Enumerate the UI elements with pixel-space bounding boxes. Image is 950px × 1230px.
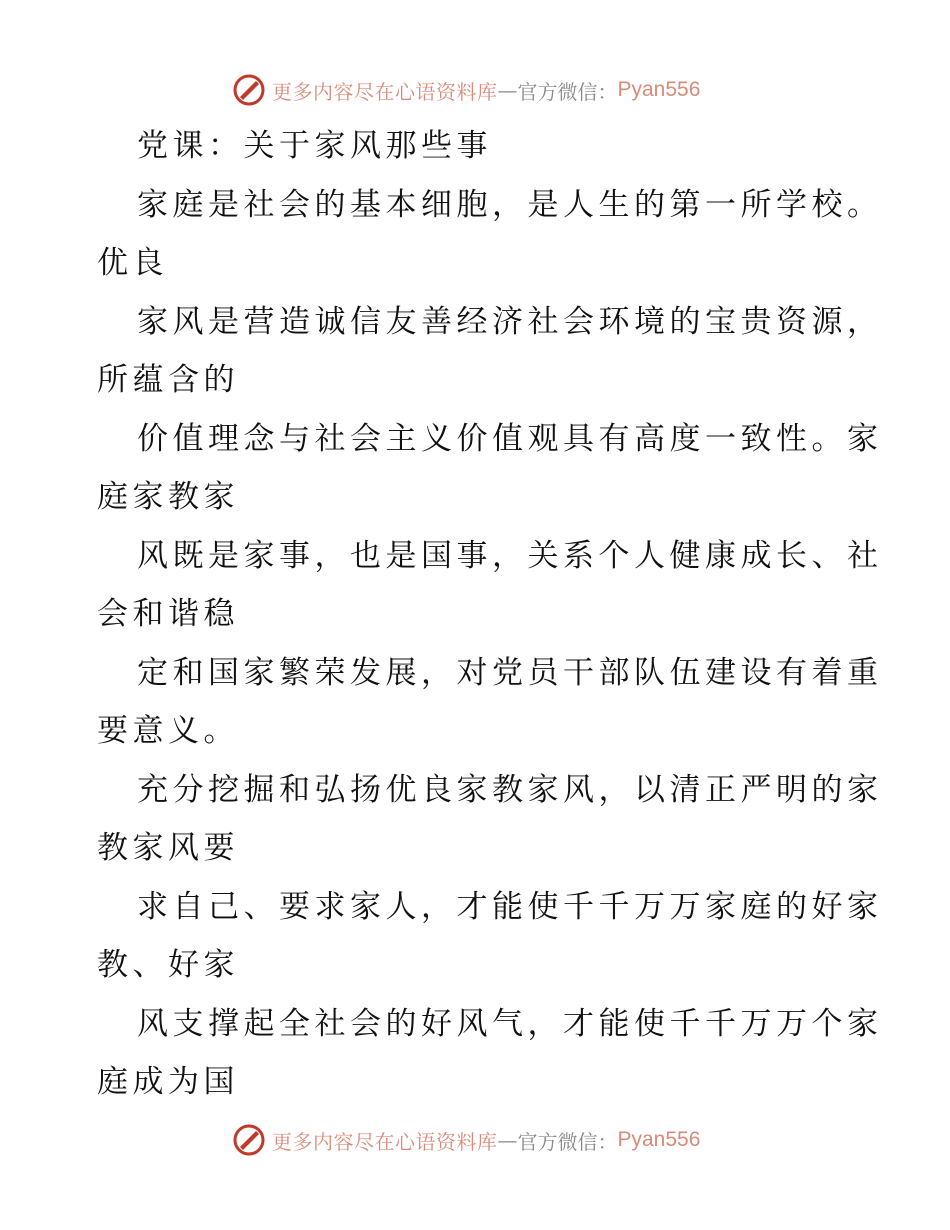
text-line: 充分挖掘和弘扬优良家教家风，以清正严明的家 [137, 771, 883, 808]
document-body [97, 117, 883, 1112]
text-line: 教、好家 [97, 947, 239, 983]
text-line: 价值理念与社会主义价值观具有高度一致性。家 [137, 420, 883, 457]
pen-logo-icon [232, 73, 266, 107]
document-title: 党课：关于家风那些事 [137, 128, 492, 164]
text-line: 家风是营造诚信友善经济社会环境的宝贵资源， [137, 303, 883, 340]
watermark-wechat-label: 官方微信： [517, 1129, 618, 1154]
watermark-site-text: 更多内容尽在心语资料库 [272, 1129, 498, 1154]
watermark-wechat-id: Pyan556 [617, 78, 701, 101]
text-line: 所蕴含的 [97, 362, 239, 398]
text-line: 定和国家繁荣发展，对党员干部队伍建设有着重 [137, 654, 883, 691]
text-line: 风既是家事，也是国事，关系个人健康成长、社 [137, 537, 883, 574]
text-line: 风支撑起全社会的好风气，才能使千千万万个家 [137, 1005, 883, 1042]
pen-logo-icon [232, 1123, 266, 1157]
text-line: 家庭是社会的基本细胞，是人生的第一所学校。 [137, 186, 883, 223]
watermark-separator: — [497, 78, 518, 102]
text-line: 教家风要 [97, 830, 239, 866]
text-line: 求自己、要求家人，才能使千千万万家庭的好家 [137, 888, 883, 925]
footer-watermark [232, 1120, 700, 1160]
watermark-wechat-label: 官方微信： [517, 79, 618, 104]
text-line: 庭家教家 [97, 479, 239, 515]
watermark-wechat-id: Pyan556 [617, 1128, 701, 1151]
watermark-site-text: 更多内容尽在心语资料库 [272, 79, 498, 104]
text-line: 要意义。 [97, 713, 239, 749]
text-line: 会和谐稳 [97, 596, 239, 632]
header-watermark [232, 70, 700, 110]
text-line: 庭成为国 [97, 1064, 239, 1100]
watermark-separator: — [497, 1128, 518, 1152]
text-line: 优良 [97, 245, 168, 281]
